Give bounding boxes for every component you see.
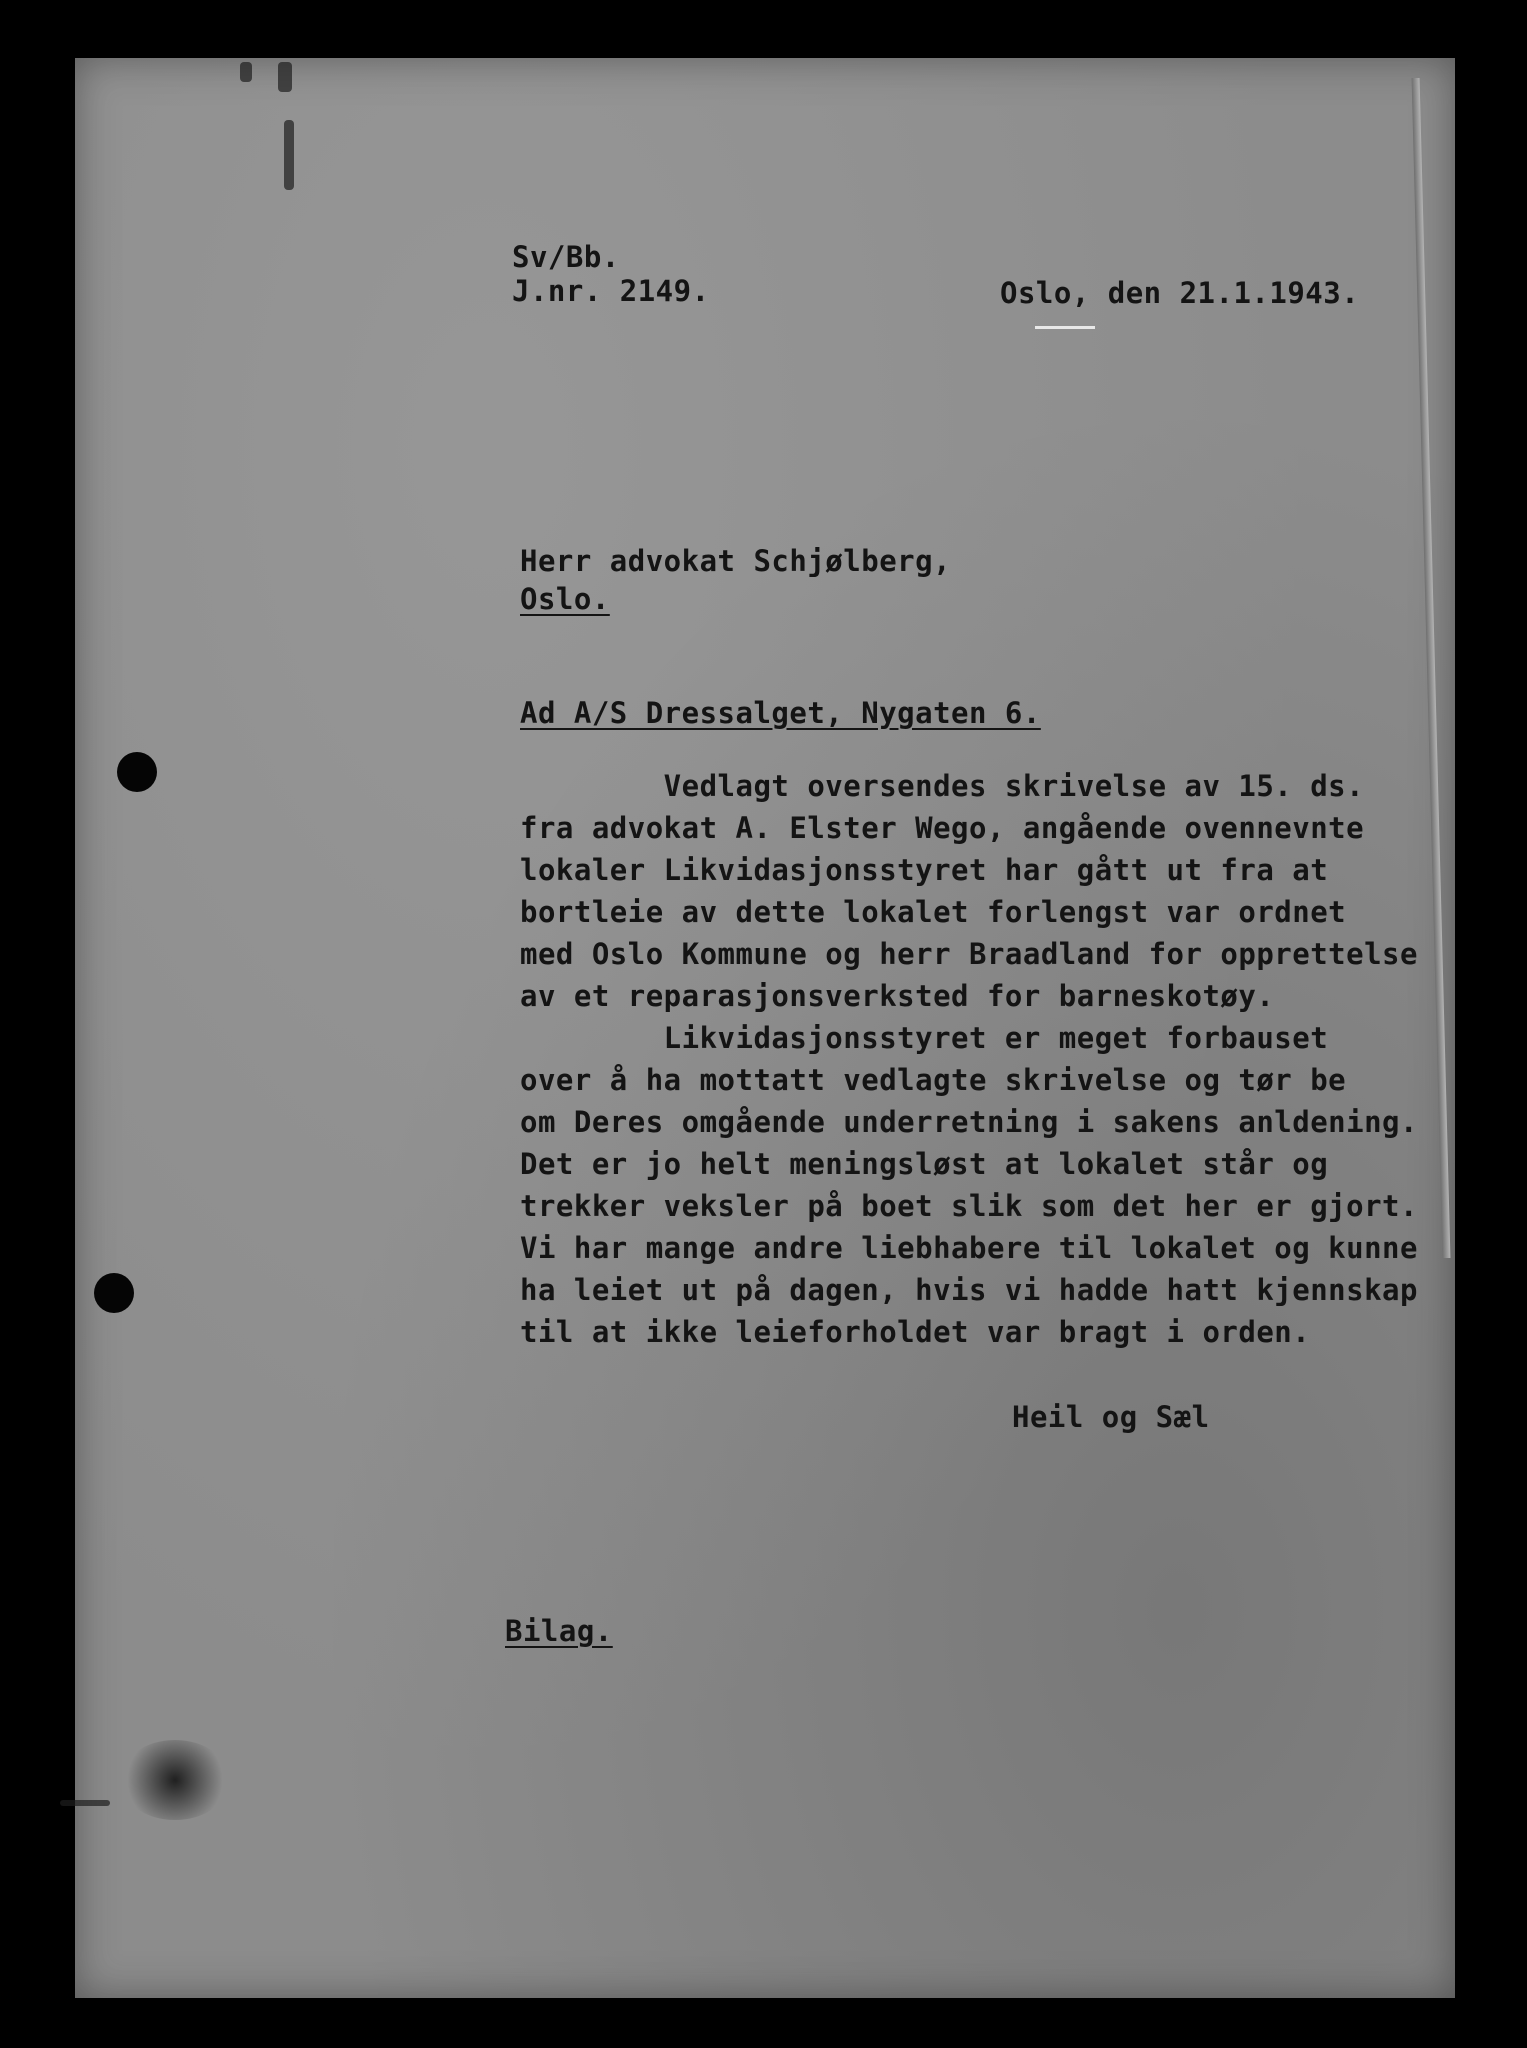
reference-code: Sv/Bb.: [512, 240, 620, 274]
journal-number: J.nr. 2149.: [512, 274, 710, 308]
recipient-name: Herr advokat Schjølberg,: [520, 544, 952, 578]
date-underline: [1035, 326, 1095, 329]
place-date: Oslo, den 21.1.1943.: [1000, 276, 1360, 310]
body-line: lokaler Likvidasjonsstyret har gått ut fra at: [520, 853, 1329, 887]
recipient-city: Oslo.: [520, 582, 610, 616]
body-line: bortleie av dette lokalet forlengst var ordnet: [520, 895, 1347, 929]
body-line: Vedlagt oversendes skrivelse av 15. ds.: [520, 769, 1365, 803]
ink-mark: [278, 62, 292, 92]
ink-smudge: [120, 1740, 230, 1820]
body-line: Likvidasjonsstyret er meget forbauset: [520, 1021, 1329, 1055]
paragraph-2: [520, 1017, 1418, 1353]
ink-mark: [284, 120, 294, 190]
body-line: ha leiet ut på dagen, hvis vi hadde hatt kjennskap: [520, 1273, 1418, 1307]
punch-hole-bottom: [94, 1273, 134, 1313]
body-line: om Deres omgående underretning i sakens anldening.: [520, 1105, 1418, 1139]
subject-line: Ad A/S Dressalget, Nygaten 6.: [520, 696, 1041, 730]
body-line: fra advokat A. Elster Wego, angående ovennevnte: [520, 811, 1365, 845]
body-line: av et reparasjonsverksted for barneskotøy.: [520, 979, 1275, 1013]
body-line: over å ha mottatt vedlagte skrivelse og tør be: [520, 1063, 1347, 1097]
body-line: Det er jo helt meningsløst at lokalet står og: [520, 1147, 1329, 1181]
punch-hole-top: [117, 752, 157, 792]
ink-mark: [60, 1800, 110, 1806]
enclosure-label: Bilag.: [505, 1614, 613, 1648]
body-line: til at ikke leieforholdet var bragt i orden.: [520, 1315, 1311, 1349]
body-line: med Oslo Kommune og herr Braadland for opprettelse: [520, 937, 1418, 971]
body-line: trekker veksler på boet slik som det her er gjort.: [520, 1189, 1418, 1223]
paragraph-1: [520, 765, 1418, 1017]
closing-salutation: Heil og Sæl: [1012, 1400, 1210, 1434]
ink-mark: [240, 62, 252, 82]
body-line: Vi har mange andre liebhabere til lokalet og kunne: [520, 1231, 1418, 1265]
